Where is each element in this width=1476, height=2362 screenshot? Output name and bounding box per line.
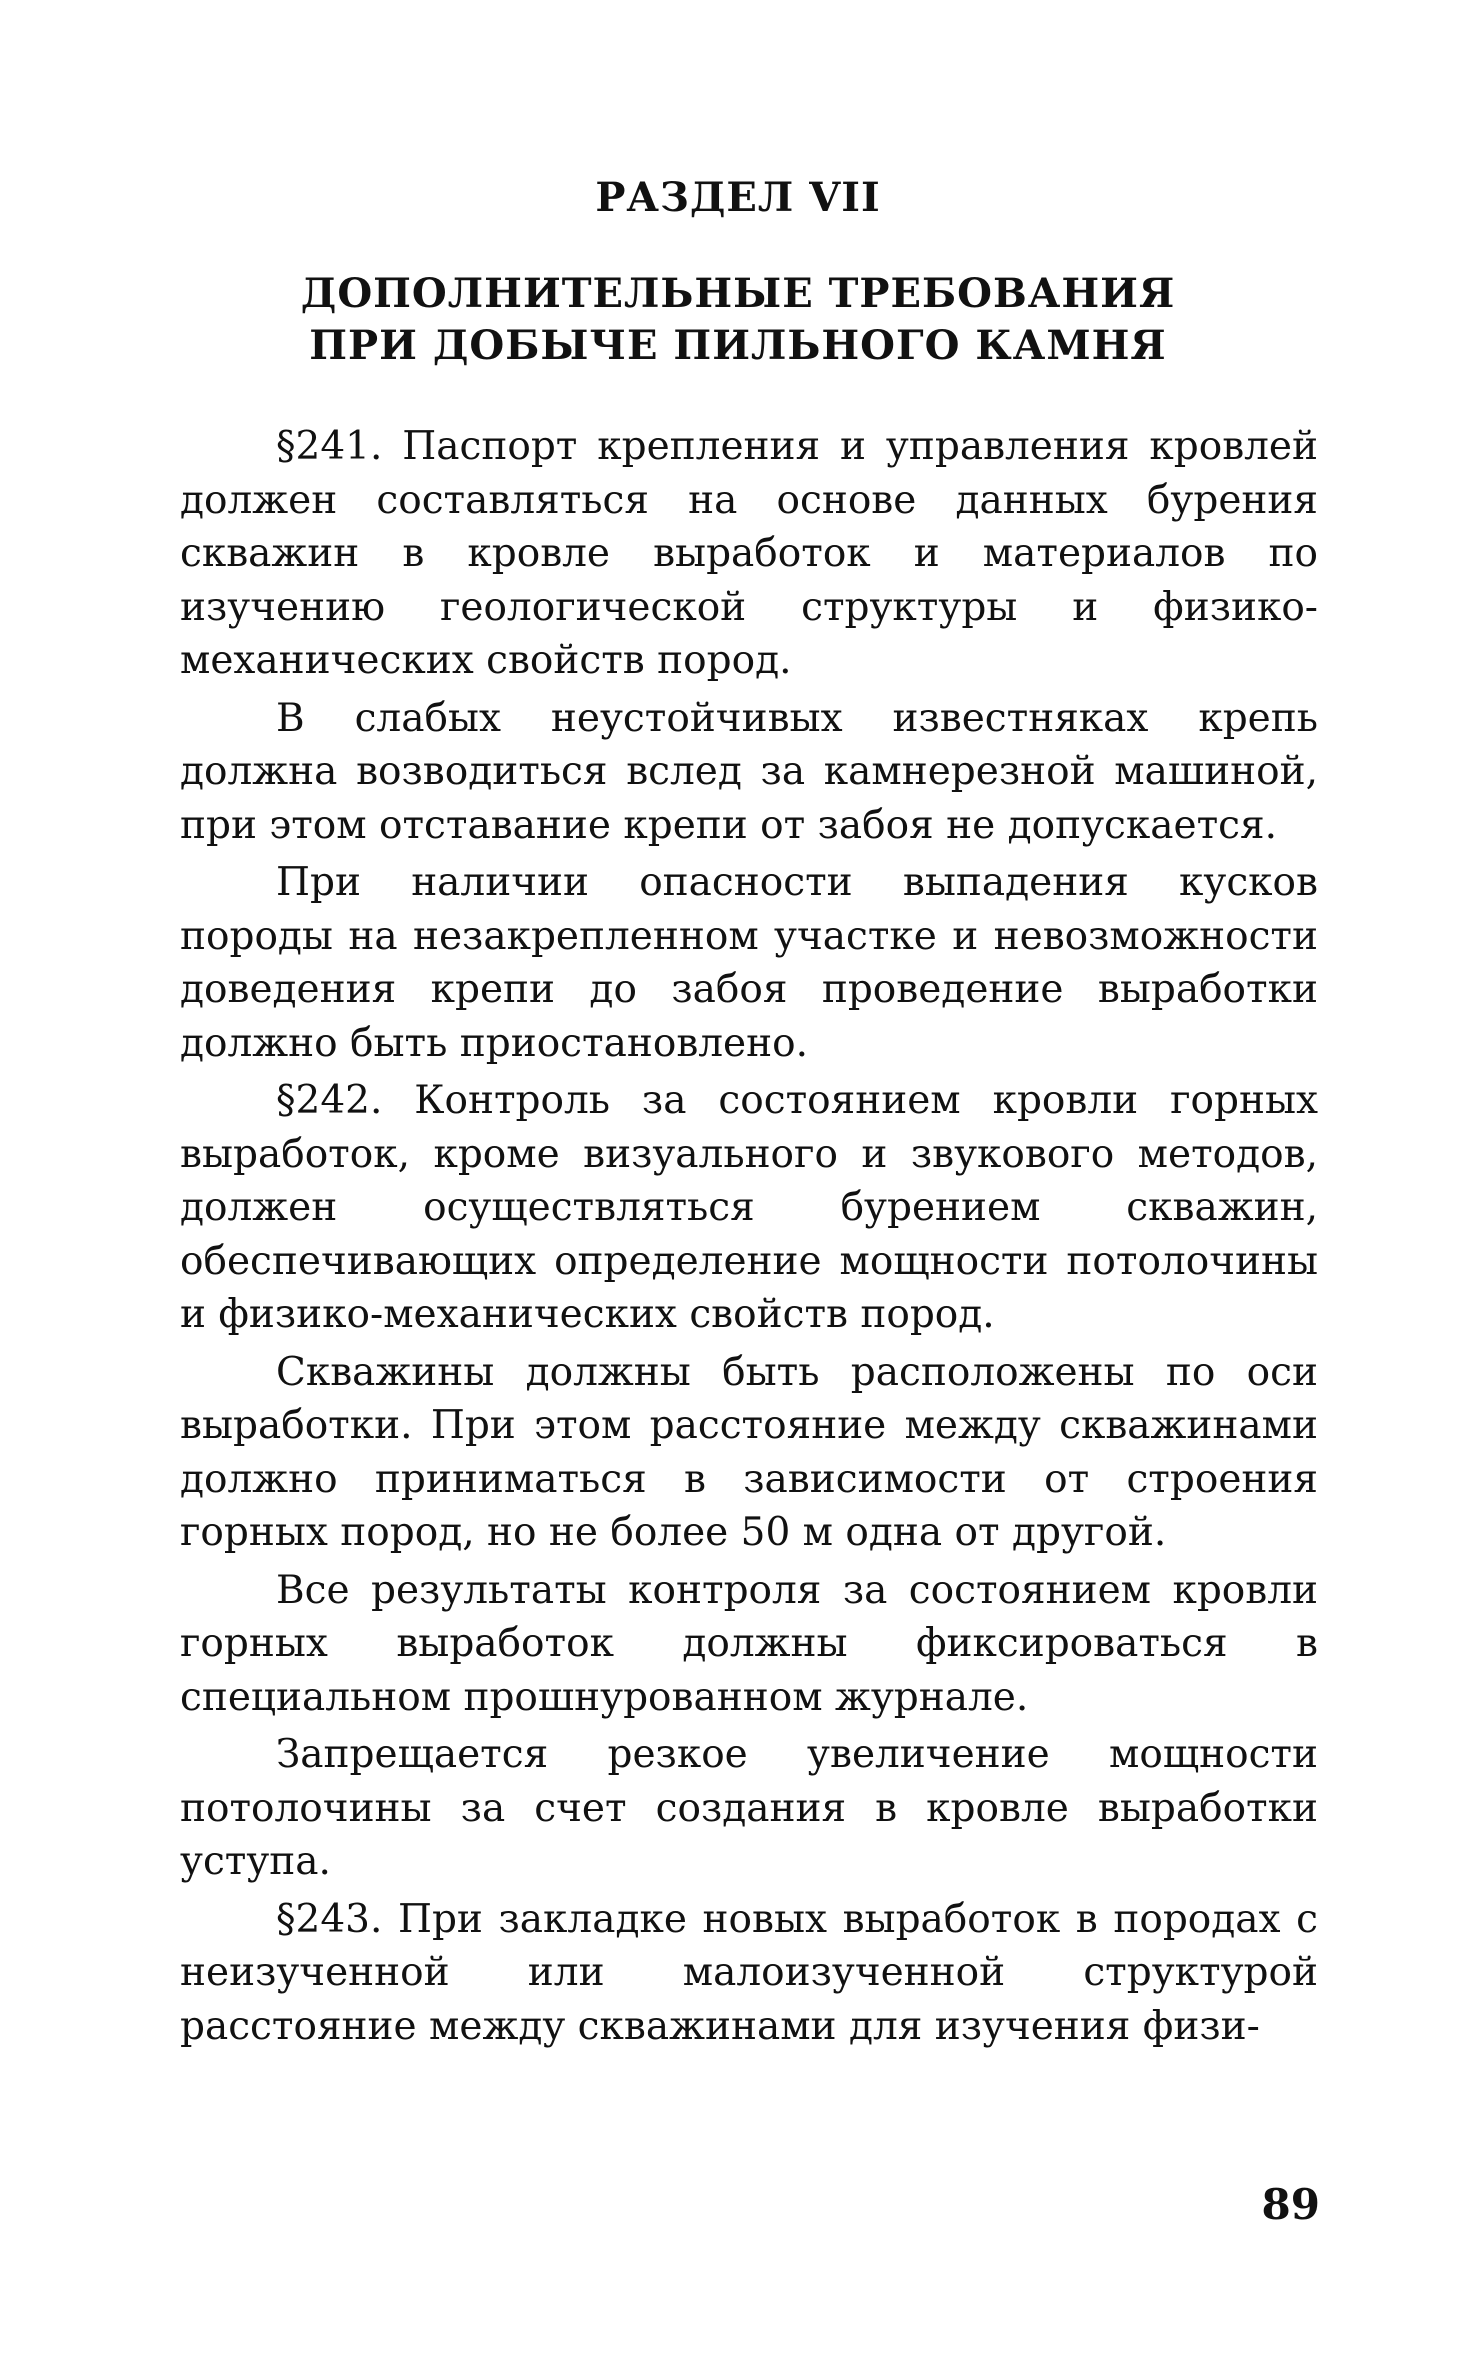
- paragraph: При наличии опасности выпадения кусков породы на незакрепленном участке и невозможности доведения крепи до забоя проведение выработки должно быть приостановлено.: [180, 860, 1318, 1066]
- section-heading: [0, 268, 1476, 372]
- paragraph: Все результаты контроля за состоянием кровли горных выработок должны фиксироваться в специальном прошнурованном журнале.: [180, 1567, 1318, 1720]
- paragraph-242: §242. Контроль за состоянием кровли горных выработок, кроме визуального и звукового методов, должен осуществляться бурением скважин, обеспечивающих определение мощности потолочины и физико-механических свойств пород.: [180, 1078, 1318, 1337]
- body-text: [180, 420, 1318, 2053]
- page-number: 89: [1261, 2180, 1320, 2229]
- section-heading-line-2: ПРИ ДОБЫЧЕ ПИЛЬНОГО КАМНЯ: [309, 322, 1167, 369]
- paragraph: В слабых неустойчивых известняках крепь должна возводиться вслед за камнерезной машиной, при этом отставание крепи от забоя не допускается.: [180, 695, 1318, 848]
- paragraph: Скважины должны быть расположены по оси выработки. При этом расстояние между скважинами должно приниматься в зависимости от строения горных пород, но не более 50 м одна от другой.: [180, 1349, 1318, 1555]
- paragraph-243: §243. При закладке новых выработок в породах с неизученной или малоизученной структурой расстояние между скважинами для изучения физи-: [180, 1896, 1318, 2049]
- section-label: РАЗДЕЛ VII: [595, 174, 881, 221]
- paragraph: Запрещается резкое увеличение мощности потолочины за счет создания в кровле выработки уступа.: [180, 1732, 1318, 1884]
- paragraph-241: §241. Паспорт крепления и управления кровлей должен составляться на основе данных бурения скважин в кровле выработок и материалов по изучению геологической структуры и физико-механических свойств пород.: [180, 424, 1318, 683]
- section-heading-line-1: ДОПОЛНИТЕЛЬНЫЕ ТРЕБОВАНИЯ: [300, 270, 1176, 317]
